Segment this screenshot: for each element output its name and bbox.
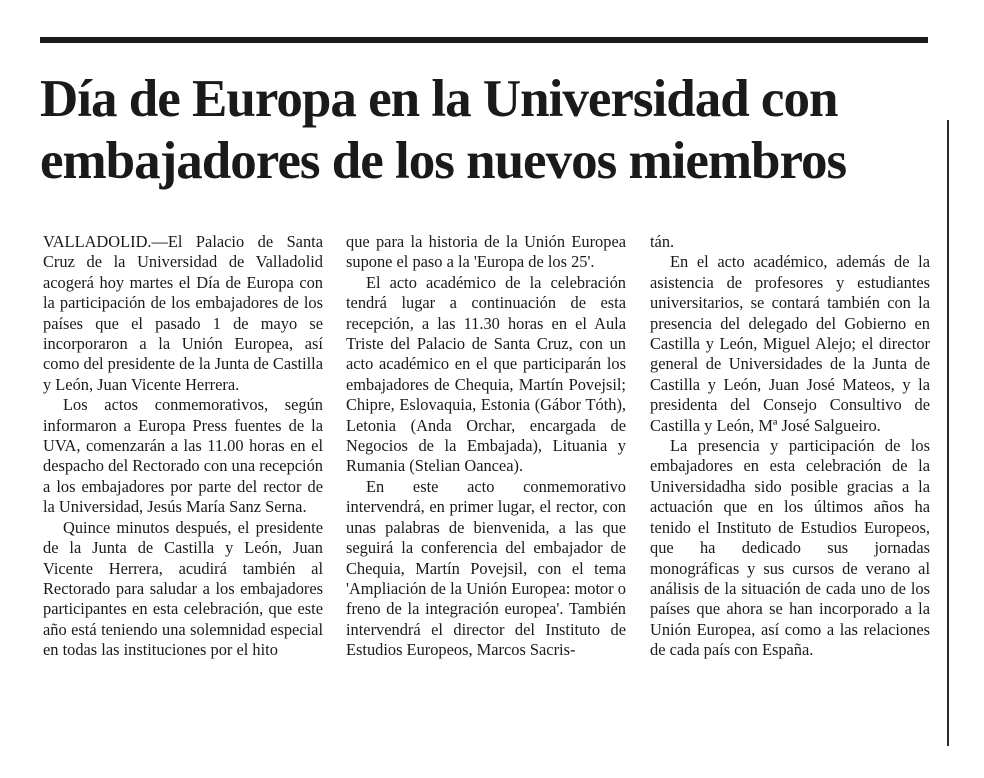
paragraph: La presencia y participación de los embajadores en esta celebración de la Universidadha sido posible gracias a la actuación que en los últimos años ha tenido el Instituto de Estudios Europeos, que ha dedicado sus jornadas monográficas y sus cursos de verano al análisis de la situación de cada uno de los países que ahora se han incorporado a la Unión Europea, así como a las relaciones de cada país con España. [650, 436, 930, 660]
paragraph: Los actos conmemorativos, según informaron a Europa Press fuentes de la UVA, comenzarán a las 11.00 horas en el despacho del Rectorado con una recepción a los embajadores por parte del rector de la Universidad, Jesús María Sanz Serna. [43, 395, 323, 517]
paragraph: En este acto conmemorativo intervendrá, en primer lugar, el rector, con unas palabras de bienvenida, a las que seguirá la conferencia del embajador de Chequia, Martín Povejsil, con el tema 'Ampliación de la Unión Europea: motor o freno de la integración europea'. También intervendrá el director del Instituto de Estudios Europeos, Marcos Sacris- [346, 476, 626, 660]
paragraph: Quince minutos después, el presidente de la Junta de Castilla y León, Juan Vicente Herrera, acudirá también al Rectorado para saludar a los embajadores participantes en esta celebración, que este año está teniendo una solemnidad especial en todas las instituciones por el hito [43, 517, 323, 660]
paragraph: El acto académico de la celebración tendrá lugar a continuación de esta recepción, a las 11.30 horas en el Aula Triste del Palacio de Santa Cruz, con un acto académico en el que participarán los embajadores de Chequia, Martín Povejsil; Chipre, Eslovaquia, Estonia (Gábor Tóth), Letonia (Anda Orchar, encargada de Negocios de la Embajada), Lituania y Rumania (Stelian Oancea). [346, 272, 626, 476]
headline-line-2: embajadores de los nuevos miembros [40, 132, 847, 190]
article-column-3 [650, 232, 930, 661]
headline-line-1: Día de Europa en la Universidad con [40, 70, 838, 128]
paragraph: En el acto académico, además de la asistencia de profesores y estudiantes universitarios, se contará también con la presencia del delegado del Gobierno en Castilla y León, Miguel Alejo; el director general de Universidades de la Junta de Castilla y León, Juan José Mateos, y la presidenta del Consejo Consultivo de Castilla y León, Mª José Salgueiro. [650, 252, 930, 435]
paragraph: que para la historia de la Unión Europea supone el paso a la 'Europa de los 25'. [346, 232, 626, 272]
paragraph: VALLADOLID.—El Palacio de Santa Cruz de la Universidad de Valladolid acogerá hoy martes el Día de Europa con la participación de los embajadores de los países que el pasado 1 de mayo se incorporaron a la Unión Europea, así como del presidente de la Junta de Castilla y León, Juan Vicente Herrera. [43, 232, 323, 394]
top-rule [40, 37, 928, 43]
headline [40, 68, 940, 192]
article-column-2 [346, 232, 626, 661]
paragraph: tán. [650, 232, 675, 251]
article-column-1 [43, 232, 323, 661]
page-edge-rule [947, 120, 949, 746]
